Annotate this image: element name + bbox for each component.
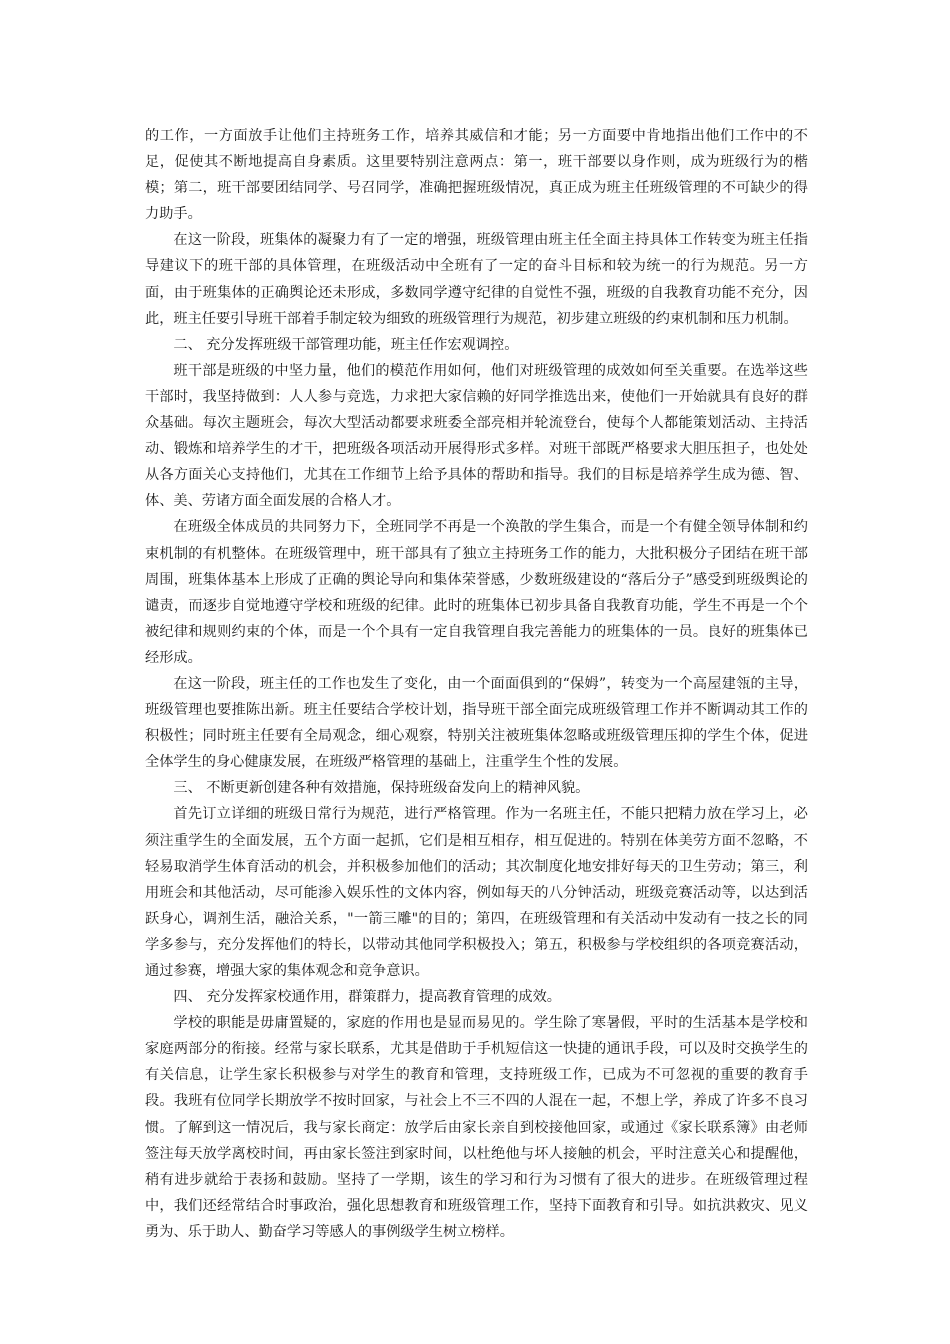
paragraph-continuation: 的工作，一方面放手让他们主持班务工作，培养其威信和才能；另一方面要中肯地指出他们工作中的不足，促使其不断地提高自身素质。这里要特别注意两点：第一，班干部要以身作则，成为班级行为的楷模；第二，班干部要团结同学、号召同学，准确把握班级情况，真正成为班主任班级管理的不可缺少的得力助手。 [145,128,808,223]
section-heading-4: 四、 充分发挥家校通作用，群策群力，提高教育管理的成效。 [173,989,561,1006]
paragraph-class-cadres: 班干部是班级的中坚力量，他们的模范作用如何，他们对班级管理的成效如何至关重要。在选举这些干部时，我坚持做到：人人参与竞选，力求把大家信赖的好同学推选出来，使他们一开始就具有良好的群众基础。每次主题班会，每次大型活动都要求班委全部亮相并轮流登台，使每个人都能策划活动、主持活动、锻炼和培养学生的才干，把班级各项活动开展得形式多样。对班干部既严格要求大胆压担子，也处处从各方面关心支持他们，尤其在工作细节上给予具体的帮助和指导。我们的目标是培养学生成为德、智、体、美、劳诸方面全面发展的合格人才。 [145,362,808,510]
paragraph-stage-cohesion: 在这一阶段，班集体的凝聚力有了一定的增强，班级管理由班主任全面主持具体工作转变为班主任指导建议下的班干部的具体管理，在班级活动中全班有了一定的奋斗目标和较为统一的行为规范。另一方面，由于班集体的正确舆论还未形成，多数同学遵守纪律的自觉性不强，班级的自我教育功能不充分，因此，班主任要引导班干部着手制定较为细致的班级管理行为规范，初步建立班级的约束机制和压力机制。 [145,232,808,327]
section-heading-3: 三、 不断更新创建各种有效措施，保持班级奋发向上的精神风貌。 [173,780,590,797]
paragraph-collective-effort: 在班级全体成员的共同努力下，全班同学不再是一个涣散的学生集合，而是一个有健全领导体制和约束机制的有机整体。在班级管理中，班干部具有了独立主持班务工作的能力，大批积极分子团结在班干部周围，班集体基本上形成了正确的舆论导向和集体荣誉感，少数班级建设的“落后分子”感受到班级舆论的谴责，而逐步自觉地遵守学校和班级的纪律。此时的班集体已初步具备自我教育功能，学生不再是一个个被纪律和规则约束的个体，而是一个个具有一定自我管理自我完善能力的班集体的一员。良好的班集体已经形成。 [145,519,808,666]
paragraph-daily-norms: 首先订立详细的班级日常行为规范，进行严格管理。作为一名班主任，不能只把精力放在学习上，必须注重学生的全面发展，五个方面一起抓，它们是相互相存，相互促进的。特别在体美劳方面不忽略，不轻易取消学生体育活动的机会，并积极参加他们的活动；其次制度化地安排好每天的卫生劳动；第三，利用班会和其他活动，尽可能渗入娱乐性的文体内容，例如每天的八分钟活动，班级竞赛活动等，以达到活跃身心，调剂生活，融洽关系，"一箭三雕"的目的；第四，在班级管理和有关活动中发动有一技之长的同学多参与，充分发挥他们的特长，以带动其他同学积极投入；第五，积极参与学校组织的各项竞赛活动，通过参赛，增强大家的集体观念和竞争意识。 [145,806,808,979]
paragraph-teacher-role-change: 在这一阶段，班主任的工作也发生了变化，由一个面面俱到的“保姆”，转变为一个高屋建瓴的主导，班级管理也要推陈出新。班主任要结合学校计划，指导班干部全面完成班级管理工作并不断调动其工作的积极性；同时班主任要有全局观念，细心观察，特别关注被班集体忽略或班级管理压抑的学生个体，促进全体学生的身心健康发展，在班级严格管理的基础上，注重学生个性的发展。 [145,675,808,771]
paragraph-home-school: 学校的职能是毋庸置疑的，家庭的作用也是显而易见的。学生除了寒暑假，平时的生活基本是学校和家庭两部分的衔接。经常与家长联系，尤其是借助于手机短信这一快捷的通讯手段，可以及时交换学生的有关信息，让学生家长积极参与对学生的教育和管理，支持班级工作，已成为不可忽视的重要的教育手段。我班有位同学长期放学不按时回家，与社会上不三不四的人混在一起，不想上学，养成了许多不良习惯。了解到这一情况后，我与家长商定：放学后由家长亲自到校接他回家，或通过《家长联系簿》由老师签注每天放学离校时间，再由家长签注到家时间，以杜绝他与坏人接触的机会，平时注意关心和提醒他，稍有进步就给于表扬和鼓励。坚持了一学期，该生的学习和行为习惯有了很大的进步。在班级管理过程中，我们还经常结合时事政治，强化思想教育和班级管理工作，坚持下面教育和引导。如抗洪救灾、见义勇为、乐于助人、勤奋学习等感人的事例级学生树立榜样。 [145,1015,808,1240]
section-heading-2: 二、 充分发挥班级干部管理功能，班主任作宏观调控。 [173,336,519,353]
document-page [145,123,808,1245]
